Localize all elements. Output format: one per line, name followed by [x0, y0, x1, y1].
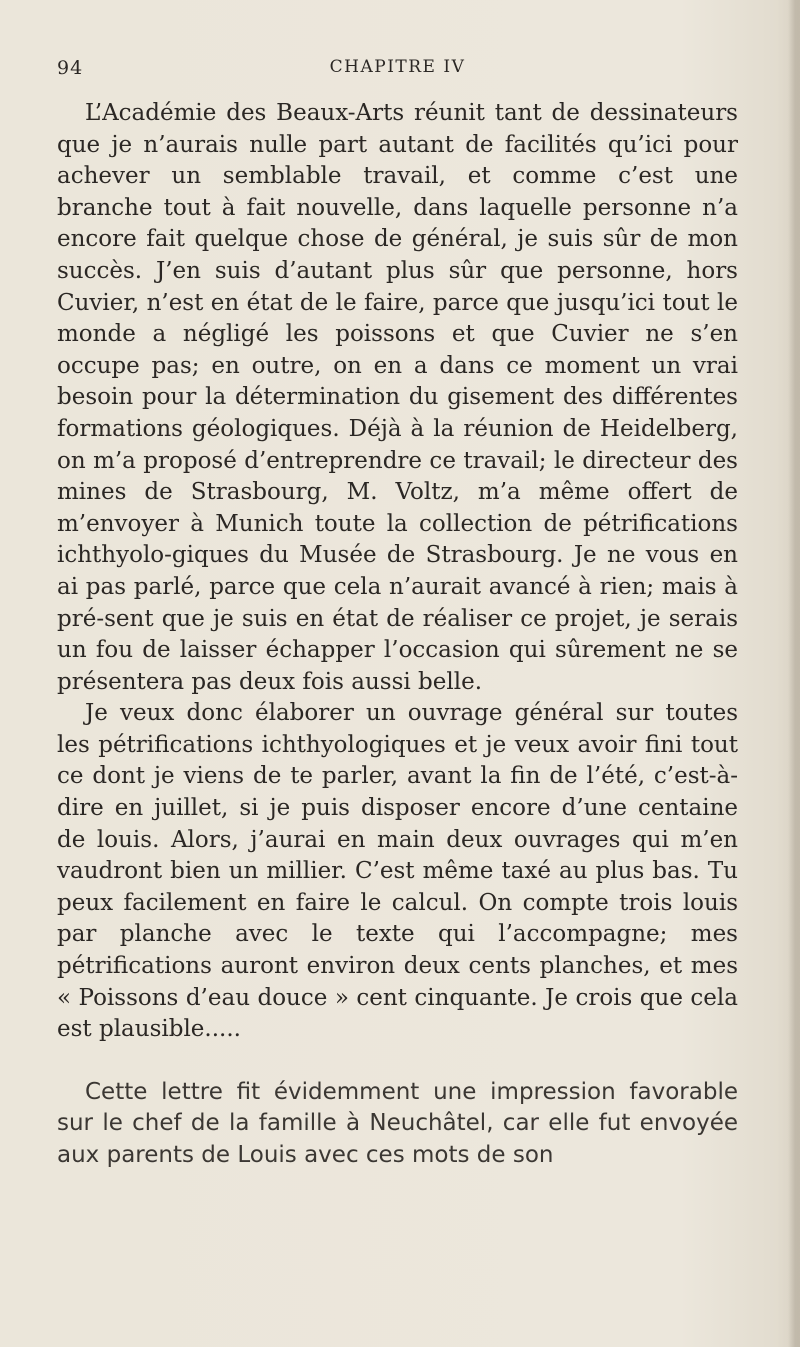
chapter-title: CHAPITRE IV: [329, 57, 466, 77]
body-text: [57, 98, 738, 1172]
running-head: [57, 57, 738, 87]
paragraph: Cette lettre fit évidemment une impression favorable sur le chef de la famille à Neuchâtel, car elle fut envoyée aux parents de Louis avec ces mots de son: [57, 1078, 738, 1168]
paragraph: Je veux donc élaborer un ouvrage général sur toutes les pétrifications ichthyologiques et je veux avoir fini tout ce dont je viens de te parler, avant la fin de l’été, c’est-à-dire en juillet, si je puis disposer encore d’une centaine de louis. Alors, j’aurai en main deux ouvrages qui m’en vaudront bien un millier. C’est même taxé au plus bas. Tu peux facilement en faire le calcul. On compte trois louis par planche avec le texte qui l’accompagne; mes pétrifications auront environ deux cents planches, et mes « Poissons d’eau douce » cent cinquante. Je crois que cela est plausible.....: [57, 700, 738, 1043]
page-edge-shadow: [788, 0, 800, 1347]
paragraph: L’Académie des Beaux-Arts réunit tant de dessinateurs que je n’aurais nulle part autant de facilités qu’ici pour achever un semblable travail, et comme c’est une branche tout à fait nouvelle, dans laquelle personne n’a encore fait quelque chose de général, je suis sûr de mon succès. J’en suis d’autant plus sûr que personne, hors Cuvier, n’est en état de le faire, parce que jusqu’ici tout le monde a négligé les poissons et que Cuvier ne s’en occupe pas; en outre, on en a dans ce moment un vrai besoin pour la détermination du gisement des différentes formations géologiques. Déjà à la réunion de Heidelberg, on m’a proposé d’entreprendre ce travail; le directeur des mines de Strasbourg, M. Voltz, m’a même offert de m’envoyer à Munich toute la collection de pétrifications ichthyolo-giques du Musée de Strasbourg. Je ne vous en ai pas parlé, parce que cela n’aurait avancé à rien; mais à pré-sent que je suis en état de réaliser ce projet, je serais un fou de laisser échapper l’occasion qui sûrement ne se présentera pas deux fois aussi belle.: [57, 100, 738, 695]
page-number: 94: [57, 57, 84, 79]
